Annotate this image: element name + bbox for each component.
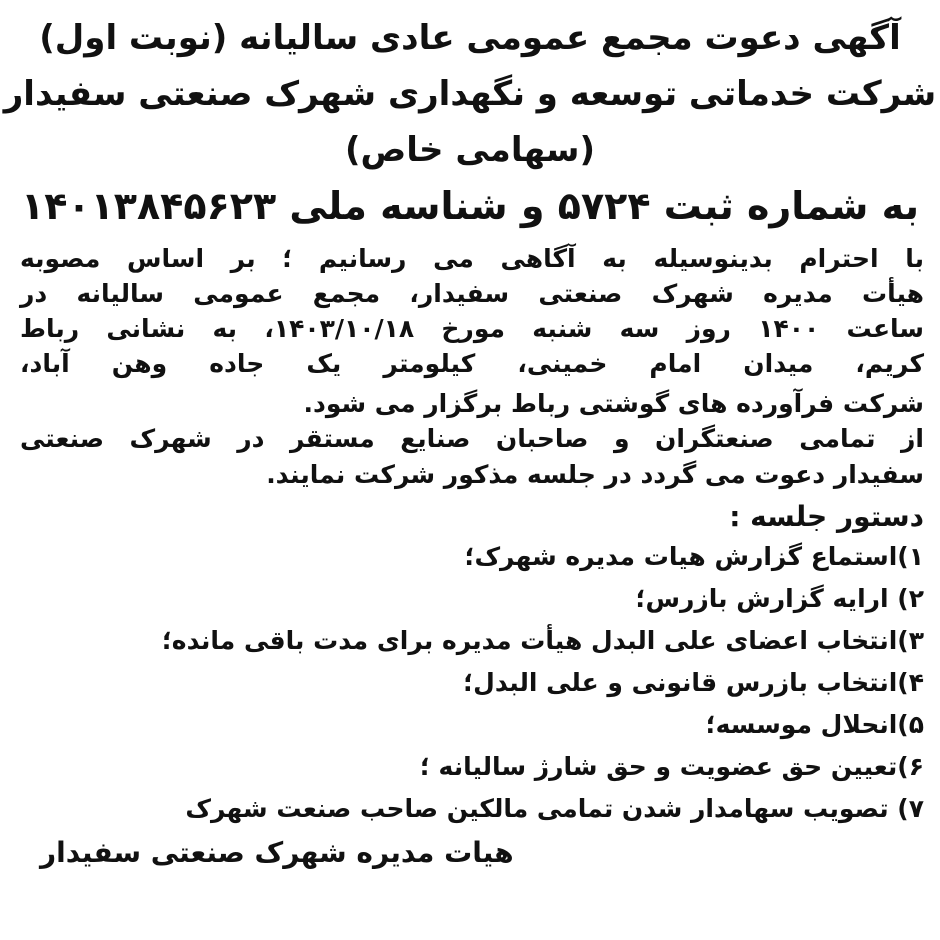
body-line: شرکت فرآورده های گوشتی رباط برگزار می شود.: [303, 389, 924, 418]
registration-info: به شماره ثبت ۵۷۲۴ و شناسه ملی ۱۴۰۱۳۸۴۵۶۲۳: [21, 184, 919, 228]
agenda-item: ۱)استماع گزارش هیات مدیره شهرک؛: [464, 542, 924, 571]
body-line: سفیدار دعوت می گردد در جلسه مذکور شرکت نمایند.: [266, 460, 924, 489]
body-line: از تمامی صنعتگران و صاحبان صنایع مستقر در شهرک صنعتی: [20, 424, 924, 453]
agenda-item: ۲) ارایه گزارش بازرس؛: [635, 584, 924, 613]
agenda-item: ۶)تعیین حق عضویت و حق شارژ سالیانه ؛: [419, 752, 924, 781]
company-name: شرکت خدماتی توسعه و نگهداری شهرک صنعتی سفیدار: [3, 74, 937, 114]
signature: هیات مدیره شهرک صنعتی سفیدار: [40, 836, 514, 869]
agenda-item: ۳)انتخاب اعضای علی البدل هیأت مدیره برای مدت باقی مانده؛: [161, 626, 924, 655]
company-type: (سهامی خاص): [344, 130, 596, 170]
agenda-heading: دستور جلسه :: [729, 500, 924, 533]
body-line: هیأت مدیره شهرک صنعتی سفیدار، مجمع عمومی سالیانه در: [20, 279, 924, 308]
body-line: با احترام بدینوسیله به آگاهی می رسانیم ؛ بر اساس مصوبه: [20, 244, 924, 273]
body-line: ساعت ۱۴۰۰ روز سه شنبه مورخ ۱۴۰۳/۱۰/۱۸، به نشانی رباط: [20, 314, 924, 343]
body-line: کریم، میدان امام خمینی، کیلومتر یک جاده وهن آباد،: [20, 349, 924, 378]
notice-title: آگهی دعوت مجمع عمومی عادی سالیانه (نوبت اول): [39, 18, 901, 58]
agenda-item: ۴)انتخاب بازرس قانونی و علی البدل؛: [463, 668, 924, 697]
agenda-item: ۷) تصویب سهامدار شدن تمامی مالکین صاحب صنعت شهرک: [185, 794, 924, 823]
agenda-item: ۵)انحلال موسسه؛: [705, 710, 924, 739]
